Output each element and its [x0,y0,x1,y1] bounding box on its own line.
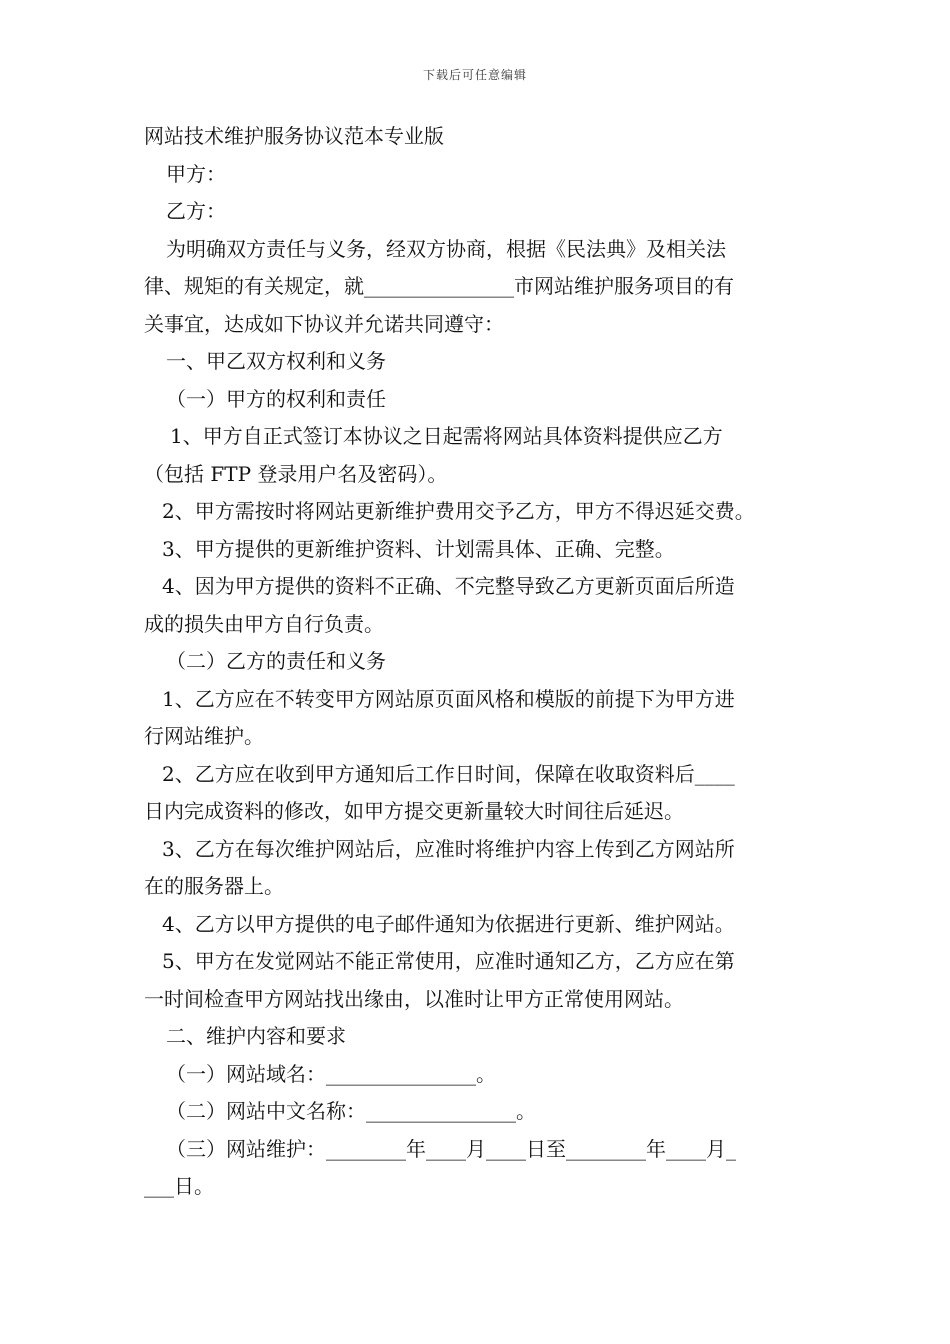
clause-b1-line-2: 行网站维护。 [144,724,264,748]
subsection-heading-2: （二）乙方的责任和义务 [166,649,386,673]
chinese-name-line: （二）网站中文名称：_______________。 [166,1099,536,1123]
clause-b2-line-1: 2、乙方应在收到甲方通知后工作日时间，保障在收取资料后____ [162,761,735,786]
clause-b5-line-2: 一时间检查甲方网站找出缘由，以准时让甲方正常使用网站。 [144,986,684,1011]
section-heading-1: 一、甲乙双方权利和义务 [166,349,386,373]
clause-a4-line-1: 4、因为甲方提供的资料不正确、不完整导致乙方更新页面后所造 [162,574,735,598]
maintenance-period-line-2: ___日。 [144,1174,214,1198]
clause-a3-line: 3、甲方提供的更新维护资料、计划需具体、正确、完整。 [162,536,675,561]
clause-a4-line-2: 成的损失由甲方自行负责。 [144,611,384,636]
clause-b5-line-1: 5、甲方在发觉网站不能正常使用，应准时通知乙方，乙方应在第 [162,949,735,973]
clause-b4-line: 4、乙方以甲方提供的电子邮件通知为依据进行更新、维护网站。 [162,911,735,936]
clause-b2-line-2: 日内完成资料的修改，如甲方提交更新量较大时间往后延迟。 [144,799,684,823]
party-b-line: 乙方： [166,199,226,223]
maintenance-period-line-1: （三）网站维护：________年____月____日至________年____月_ [166,1136,736,1161]
subsection-heading-1: （一）甲方的权利和责任 [166,386,386,411]
preamble-line-2: 律、规矩的有关规定，就_______________市网站维护服务项目的有 [144,274,734,298]
clause-a1-line-2: （包括 FTP 登录用户名及密码）。 [144,461,448,486]
domain-line: （一）网站域名：_______________。 [166,1061,496,1086]
preamble-line-3: 关事宜，达成如下协议并允诺共同遵守： [144,311,504,336]
header-note: 下载后可任意编辑 [422,68,527,82]
preamble-line-1: 为明确双方责任与义务，经双方协商，根据《民法典》及相关法 [166,236,726,261]
clause-b3-line-1: 3、乙方在每次维护网站后，应准时将维护内容上传到乙方网站所 [162,836,735,861]
document-title: 网站技术维护服务协议范本专业版 [144,124,444,148]
document-body [144,118,812,1206]
section-heading-2: 二、维护内容和要求 [166,1024,346,1048]
clause-b1-line-1: 1、乙方应在不转变甲方网站原页面风格和模版的前提下为甲方进 [162,686,735,711]
clause-b3-line-2: 在的服务器上。 [144,874,284,898]
clause-a1-line-1: 1、甲方自正式签订本协议之日起需将网站具体资料提供应乙方 [170,424,723,448]
party-a-line: 甲方： [166,161,226,186]
clause-a2-line: 2、甲方需按时将网站更新维护费用交予乙方，甲方不得迟延交费。 [162,499,755,523]
